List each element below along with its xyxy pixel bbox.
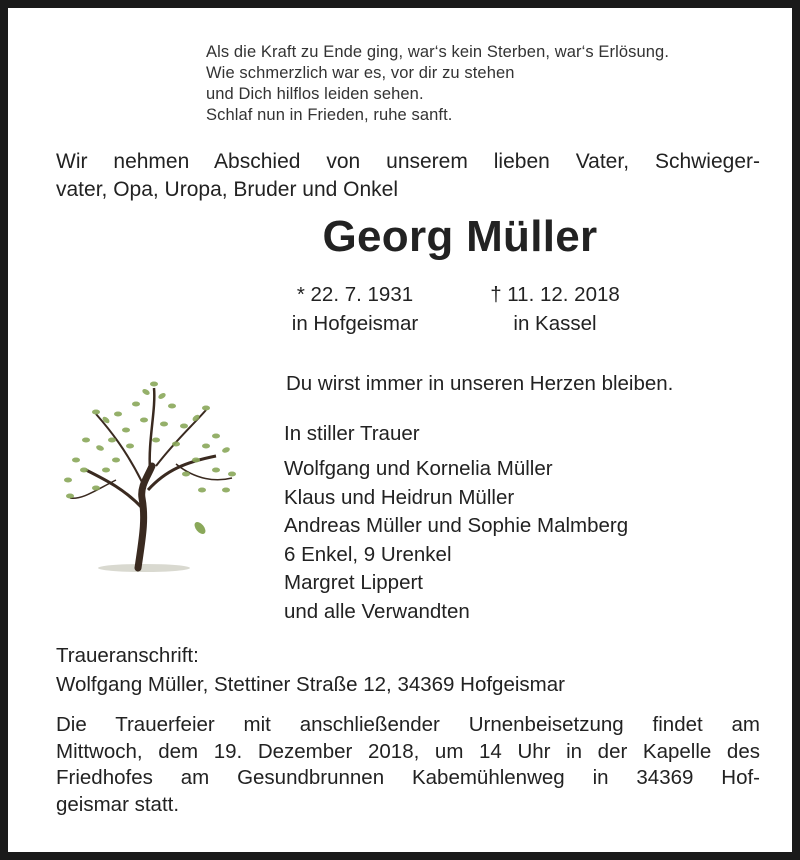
intro-line: vater, Opa, Uropa, Bruder und Onkel bbox=[56, 178, 399, 201]
family-member: Klaus und Heidrun Müller bbox=[284, 485, 515, 509]
poem-line: Wie schmerzlich war es, vor dir zu stehen bbox=[206, 64, 515, 82]
deceased-name bbox=[8, 212, 792, 262]
death-place: in Kassel bbox=[513, 312, 597, 335]
ceremony-info bbox=[56, 712, 760, 818]
family-member: 6 Enkel, 9 Urenkel bbox=[284, 542, 452, 566]
deceased-name-text: Georg Müller bbox=[322, 212, 598, 261]
family-member: Wolfgang und Kornelia Müller bbox=[284, 457, 553, 480]
intro-text bbox=[56, 148, 760, 204]
poem-line: Als die Kraft zu Ende ging, war‘s kein Sterben, war‘s Erlösung. bbox=[206, 43, 670, 61]
address-label: Traueranschrift: bbox=[56, 644, 199, 667]
ceremony-line: Friedhofes am Gesundbrunnen Kabemühlenweg in 34369 Hof- bbox=[56, 766, 760, 789]
tree-icon bbox=[56, 370, 246, 580]
birth-place: in Hofgeismar bbox=[291, 312, 419, 335]
obituary-card bbox=[8, 8, 792, 852]
family-member: Andreas Müller und Sophie Malmberg bbox=[284, 514, 629, 537]
intro-line: Wir nehmen Abschied von unserem lieben Vater, Schwieger- bbox=[56, 150, 760, 173]
poem-line: und Dich hilflos leiden sehen. bbox=[206, 85, 424, 103]
birth-info bbox=[270, 280, 440, 338]
ceremony-line: Die Trauerfeier mit anschließender Urnenbeisetzung findet am bbox=[56, 713, 760, 736]
death-date: † 11. 12. 2018 bbox=[490, 283, 620, 306]
mourning-address bbox=[56, 642, 565, 699]
family-member: und alle Verwandten bbox=[284, 599, 470, 623]
family-member: Margret Lippert bbox=[284, 571, 424, 594]
ceremony-line: Mittwoch, dem 19. Dezember 2018, um 14 Uhr in der Kapelle des bbox=[56, 739, 760, 763]
birth-date: * 22. 7. 1931 bbox=[296, 283, 414, 306]
address-value: Wolfgang Müller, Stettiner Straße 12, 34369 Hofgeismar bbox=[56, 672, 565, 696]
death-info bbox=[470, 280, 640, 338]
motto: Du wirst immer in unseren Herzen bleiben. bbox=[286, 372, 674, 395]
ceremony-line: geismar statt. bbox=[56, 792, 180, 816]
poem bbox=[206, 42, 766, 126]
mourning-label: In stiller Trauer bbox=[284, 422, 420, 445]
poem-line: Schlaf nun in Frieden, ruhe sanft. bbox=[206, 106, 453, 124]
family-list bbox=[284, 455, 628, 626]
